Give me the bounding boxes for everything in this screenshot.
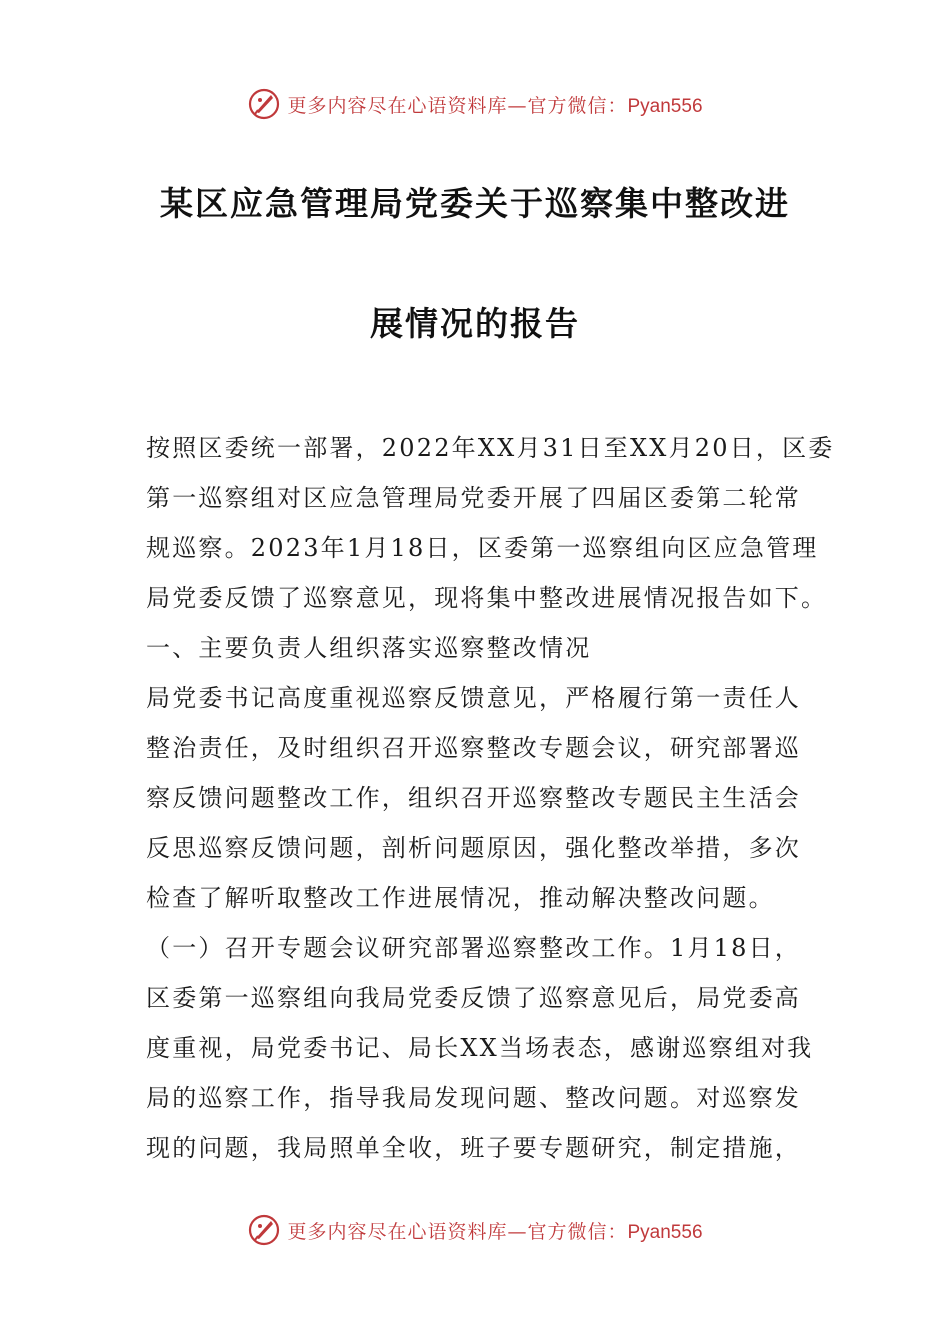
watermark-text: 更多内容尽在心语资料库—官方微信：Pyan556: [287, 1220, 703, 1243]
watermark-footer: [0, 1210, 950, 1250]
body-line: 察反馈问题整改工作，组织召开巡察整改专题民主生活会: [146, 784, 801, 812]
quill-logo-icon: [247, 1213, 281, 1247]
quill-logo-icon: [247, 87, 281, 121]
body-line: 规巡察。2023年1月18日，区委第一巡察组向区应急管理: [146, 534, 819, 562]
body-line: 度重视，局党委书记、局长XX当场表态，感谢巡察组对我: [146, 1034, 814, 1062]
body-line: 局党委书记高度重视巡察反馈意见，严格履行第一责任人: [146, 684, 801, 712]
subsection-heading: （一）召开专题会议研究部署巡察整改工作。1月18日，: [146, 934, 802, 962]
document-title-line-2: 展情况的报告: [370, 304, 580, 343]
body-line: 检查了解听取整改工作进展情况，推动解决整改问题。: [146, 884, 775, 912]
body-line: 按照区委统一部署，2022年XX月31日至XX月20日，区委: [146, 434, 835, 462]
wechat-id: Pyan556: [627, 95, 703, 117]
body-line: 区委第一巡察组向我局党委反馈了巡察意见后，局党委高: [146, 984, 801, 1012]
body-line: 反思巡察反馈问题，剖析问题原因，强化整改举措，多次: [146, 834, 801, 862]
watermark-text: 更多内容尽在心语资料库—官方微信：Pyan556: [287, 94, 703, 117]
section-heading: 一、主要负责人组织落实巡察整改情况: [146, 634, 592, 662]
watermark-header: [0, 84, 950, 124]
body-line: 第一巡察组对区应急管理局党委开展了四届区委第二轮常: [146, 484, 801, 512]
document-title-line-1: 某区应急管理局党委关于巡察集中整改进: [160, 184, 790, 223]
body-line: 整治责任，及时组织召开巡察整改专题会议，研究部署巡: [146, 734, 801, 762]
body-line: 现的问题，我局照单全收，班子要专题研究，制定措施，: [146, 1134, 801, 1162]
body-line: 局的巡察工作，指导我局发现问题、整改问题。对巡察发: [146, 1084, 801, 1112]
body-line: 局党委反馈了巡察意见，现将集中整改进展情况报告如下。: [146, 584, 828, 612]
wechat-id: Pyan556: [627, 1221, 703, 1243]
document-body: [146, 428, 835, 1178]
